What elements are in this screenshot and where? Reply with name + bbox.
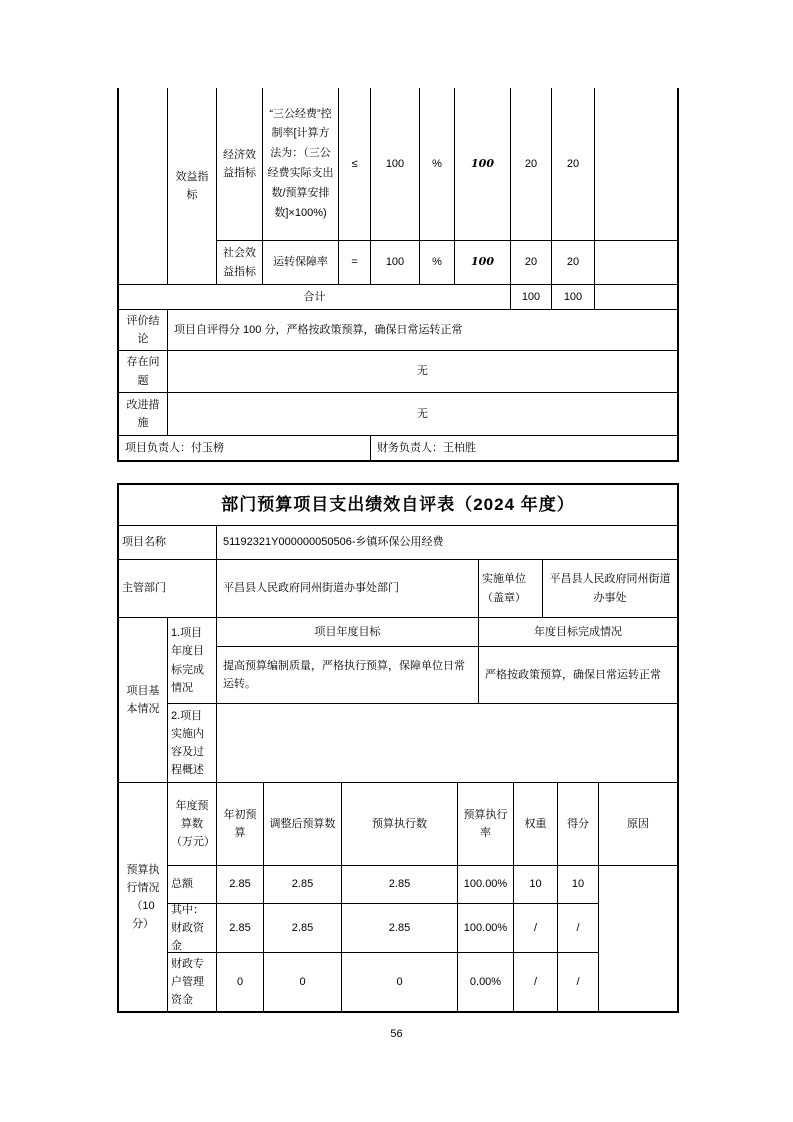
weight-cell: 20 xyxy=(511,241,551,284)
goal-completion-text-cell: 严格按政策预算，确保日常运转正常 xyxy=(479,647,677,703)
total-label-cell: 合计 xyxy=(119,285,510,309)
score-cell: 20 xyxy=(552,88,594,240)
improvement-label-cell: 改进措施 xyxy=(119,393,167,435)
budget-row-rate: 100.00% xyxy=(458,904,513,952)
budget-row-rate: 0.00% xyxy=(458,953,513,1011)
budget-row-weight: / xyxy=(514,953,557,1011)
implementing-unit-value-cell: 平昌县人民政府同州街道办事处 xyxy=(543,560,677,617)
total-score-cell: 100 xyxy=(552,285,594,309)
budget-header-initial: 年初预算 xyxy=(217,783,263,865)
implementing-unit-label-cell: 实施单位（盖章） xyxy=(479,560,542,617)
budget-row-score: / xyxy=(558,904,598,952)
budget-row-score: 10 xyxy=(558,866,598,903)
budget-header-weight: 权重 xyxy=(514,783,557,865)
budget-row-executed: 0 xyxy=(342,953,457,1011)
finance-manager-cell: 财务负责人：王柏胜 xyxy=(371,436,677,460)
improvement-value-cell: 无 xyxy=(168,393,677,435)
budget-row-initial: 2.85 xyxy=(217,866,263,903)
budget-row-adjusted: 2.85 xyxy=(264,866,341,903)
implementation-desc-value-cell xyxy=(217,704,677,782)
annual-goal-label-cell: 1.项目年度目标完成情况 xyxy=(168,618,216,703)
actual-value-cell: 100 xyxy=(455,241,510,284)
budget-row-rate: 100.00% xyxy=(458,866,513,903)
project-name-value-cell: 51192321Y000000050506-乡镇环保公用经费 xyxy=(217,526,677,559)
department-value-cell: 平昌县人民政府同州街道办事处部门 xyxy=(217,560,478,617)
project-manager-cell: 项目负责人：付玉榜 xyxy=(119,436,370,460)
budget-header-score: 得分 xyxy=(558,783,598,865)
reason-cell xyxy=(595,88,677,240)
weight-cell: 20 xyxy=(511,88,551,240)
project-name-label-cell: 项目名称 xyxy=(119,526,216,559)
comparison-operator-cell: = xyxy=(339,241,370,284)
level1-indicator-empty-cell xyxy=(119,88,167,284)
unit-cell: % xyxy=(420,88,454,240)
budget-row-executed: 2.85 xyxy=(342,866,457,903)
total-reason-cell xyxy=(595,285,677,309)
social-benefit-category-cell: 社会效益指标 xyxy=(217,241,262,284)
budget-row-initial: 0 xyxy=(217,953,263,1011)
self-evaluation-table xyxy=(117,483,679,1013)
goal-completion-header-cell: 年度目标完成情况 xyxy=(479,618,677,646)
budget-execution-label-cell: 预算执行情况（10 分） xyxy=(119,783,167,1011)
budget-header-executed: 预算执行数 xyxy=(342,783,457,865)
budget-header-adjusted: 调整后预算数 xyxy=(264,783,341,865)
budget-header-reason: 原因 xyxy=(599,783,677,865)
budget-reason-cell xyxy=(599,866,677,1011)
budget-row-weight: 10 xyxy=(514,866,557,903)
budget-row-adjusted: 2.85 xyxy=(264,904,341,952)
budget-row-name: 总额 xyxy=(168,866,216,903)
conclusion-label-cell: 评价结论 xyxy=(119,310,167,350)
indicator-name-cell: “三公经费”控制率[计算方法为：（三公经费实际支出数/预算安排数]×100%) xyxy=(263,88,338,240)
indicator-name-cell: 运转保障率 xyxy=(263,241,338,284)
budget-row-initial: 2.85 xyxy=(217,904,263,952)
reason-cell xyxy=(595,241,677,284)
annual-goal-text-cell: 提高预算编制质量，严格执行预算，保障单位日常运转。 xyxy=(217,647,478,703)
budget-header-rate: 预算执行率 xyxy=(458,783,513,865)
page-number: 56 xyxy=(390,1028,403,1040)
score-cell: 20 xyxy=(552,241,594,284)
actual-value-cell: 100 xyxy=(455,88,510,240)
budget-row-name: 财政专户管理资金 xyxy=(168,953,216,1011)
benefit-indicator-group-cell: 效益指标 xyxy=(168,88,216,284)
budget-header-annual: 年度预算数（万元） xyxy=(168,783,216,865)
comparison-operator-cell: ≤ xyxy=(339,88,370,240)
annual-goal-header-cell: 项目年度目标 xyxy=(217,618,478,646)
budget-row-adjusted: 0 xyxy=(264,953,341,1011)
department-label-cell: 主管部门 xyxy=(119,560,216,617)
budget-row-executed: 2.85 xyxy=(342,904,457,952)
implementation-desc-label-cell: 2.项目实施内容及过程概述 xyxy=(168,704,216,782)
problems-value-cell: 无 xyxy=(168,351,677,392)
conclusion-value-cell: 项目自评得分 100 分，严格按政策预算，确保日常运转正常 xyxy=(168,310,677,350)
problems-label-cell: 存在问题 xyxy=(119,351,167,392)
target-value-cell: 100 xyxy=(371,88,419,240)
total-weight-cell: 100 xyxy=(511,285,551,309)
indicator-table-fragment xyxy=(117,88,679,462)
unit-cell: % xyxy=(420,241,454,284)
budget-row-weight: / xyxy=(514,904,557,952)
target-value-cell: 100 xyxy=(371,241,419,284)
budget-row-score: / xyxy=(558,953,598,1011)
basic-info-label-cell: 项目基本情况 xyxy=(119,618,167,782)
economic-benefit-category-cell: 经济效益指标 xyxy=(217,88,262,240)
budget-row-name: 其中：财政资金 xyxy=(168,904,216,952)
table-title: 部门预算项目支出绩效自评表（2024 年度） xyxy=(119,485,677,525)
